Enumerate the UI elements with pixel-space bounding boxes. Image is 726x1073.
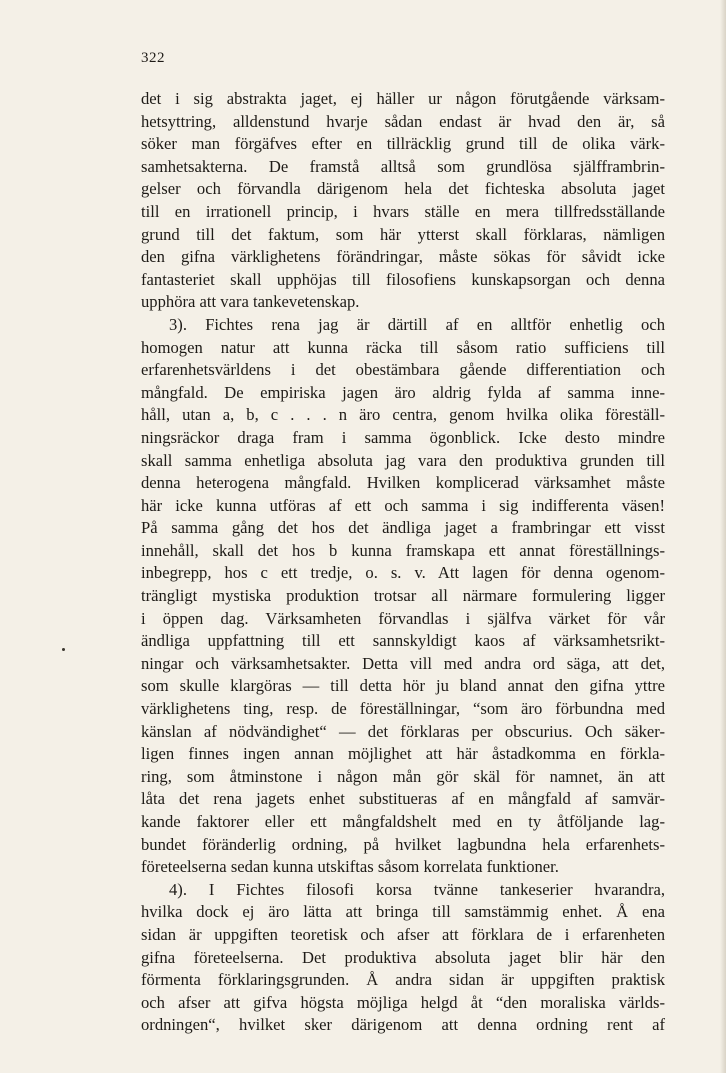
text-line: sidan är uppgiften teoretisk och afser att förklara de i erfarenheten — [141, 924, 665, 944]
text-line: värklighetens ting, resp. de föreställningar, “som äro förbundna med — [141, 699, 665, 719]
text-line: hvilka dock ej äro lätta att bringa till samstämmig enhet. Å ena — [141, 902, 665, 922]
text-line: denna heterogena mångfald. Hvilken komplicerad värksamhet måste — [141, 473, 665, 493]
text-line: trängligt mystiska produktion trotsar all närmare formulering ligger — [141, 586, 665, 606]
text-line: ligen finnes ingen annan möjlighet att här åstadkomma en förkla- — [141, 744, 665, 764]
text-line: låta det rena jagets enhet substitueras af en mångfald af samvär- — [141, 789, 665, 809]
paragraph-start-line: 4). I Fichtes filosofi korsa tvänne tankeserier hvarandra, — [169, 879, 665, 899]
text-line: känslan af nödvändighet“ — det förklaras per obscurius. Och säker- — [141, 721, 665, 741]
text-line: mångfald. De empiriska jagen äro aldrig fylda af samma inne- — [141, 382, 665, 402]
text-line: erfarenhetsvärldens i det obestämbara gående differentiation och — [141, 360, 665, 380]
text-line: kande faktorer eller ett mångfaldshelt med en ty åtföljande lag- — [141, 812, 665, 831]
text-line: gifna företeelserna. Det produktiva absoluta jaget blir här den — [141, 947, 665, 967]
text-line: här icke kunna utföras af ett och samma i sig indifferenta väsen! — [141, 495, 665, 515]
text-line: fantasteriet skall upphöjas till filosofiens kunskapsorgan och denna — [141, 269, 665, 289]
text-line: ändliga uppfattning till ett sannskyldigt kaos af värksamhetsrikt- — [141, 631, 665, 651]
text-line: ningsräckor draga fram i samma ögonblick. Icke desto mindre — [141, 427, 665, 447]
text-line: det i sig abstrakta jaget, ej häller ur någon förutgående värksam- — [141, 89, 665, 108]
margin-speck — [62, 648, 65, 651]
text-line: och afser att gifva högsta möjliga helgd åt “den moraliska världs- — [141, 992, 665, 1012]
text-line: förmenta förklaringsgrunden. Å andra sidan är uppgiften praktisk — [141, 970, 665, 990]
text-line: samhetsakterna. De framstå alltså som grundlösa själfframbrin- — [141, 156, 665, 176]
text-line: söker man förgäfves efter en tillräcklig grund till de olika värk- — [141, 134, 665, 154]
text-line: innehåll, skall det hos b kunna framskapa ett annat föreställnings- — [141, 540, 665, 560]
text-line: ordningen“, hvilket sker därigenom att denna ordning rent af — [141, 1015, 665, 1035]
text-line: bundet föränderlig ordning, på hvilket lagbundna hela erfarenhets- — [141, 834, 665, 854]
text-line: håll, utan a, b, c . . . n äro centra, genom hvilka olika föreställ- — [141, 405, 665, 425]
paragraph-end-line: upphöra att vara tankevetenskap. — [141, 292, 360, 312]
page-edge-shadow — [720, 0, 726, 1073]
body-text — [141, 88, 665, 1037]
text-line: gelser och förvandla därigenom hela det fichteska absoluta jaget — [141, 179, 665, 199]
paragraph-end-line: företeelserna sedan kunna utskiftas såsom korrelata funktioner. — [141, 857, 559, 877]
text-line: i öppen dag. Värksamheten förvandlas i själfva värket för vår — [141, 608, 665, 628]
text-line: inbegrepp, hos c ett tredje, o. s. v. Att lagen för denna ogenom- — [141, 563, 665, 583]
text-line: som skulle klargöras — till detta hör ju bland annat den gifna yttre — [141, 676, 665, 696]
text-line: den gifna värklighetens förändringar, måste sökas för såvidt icke — [141, 247, 665, 267]
text-line: ningar och värksamhetsakter. Detta vill med andra ord säga, att det, — [141, 653, 665, 673]
text-line: På samma gång det hos det ändliga jaget a frambringar ett visst — [141, 518, 665, 538]
text-line: homogen natur att kunna räcka till såsom ratio sufficiens till — [141, 337, 665, 357]
text-line: skall samma enhetliga absoluta jag vara den produktiva grunden till — [141, 450, 665, 470]
text-line: hetsyttring, alldenstund hvarje sådan endast är hvad den är, så — [141, 111, 665, 131]
paragraph-start-line: 3). Fichtes rena jag är därtill af en alltför enhetlig och — [169, 314, 665, 334]
text-line: ring, som åtminstone i någon mån gör skäl för namnet, än att — [141, 766, 665, 786]
page-number: 322 — [141, 50, 165, 66]
text-line: grund till det faktum, som här ytterst skall förklaras, nämligen — [141, 224, 665, 244]
text-line: till en irrationell princip, i hvars ställe en mera tillfredsställande — [141, 201, 665, 221]
